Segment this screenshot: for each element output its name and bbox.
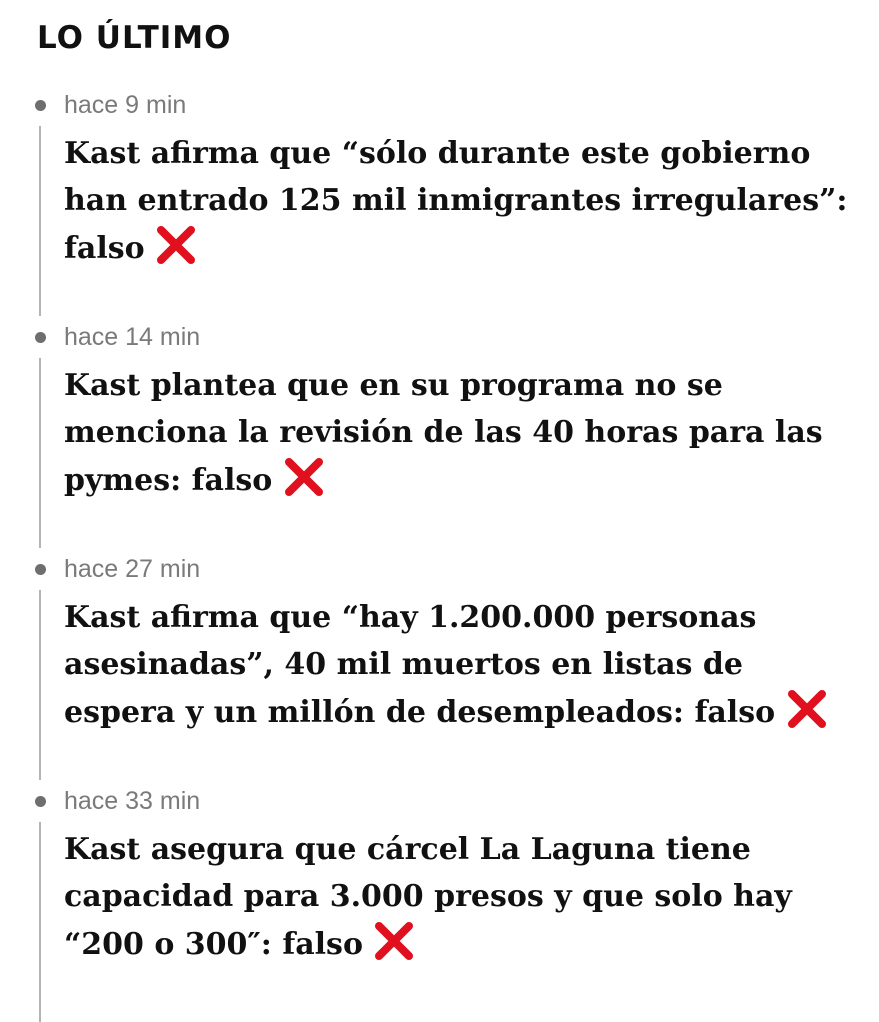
news-item-headline-link[interactable] xyxy=(64,130,854,272)
news-item-headline-text: Kast plantea que en su programa no se menciona la revisión de las 40 horas para las pymes: falso xyxy=(64,368,823,498)
timeline-line xyxy=(39,822,41,1022)
news-item[interactable] xyxy=(0,318,879,550)
section-title: LO ÚLTIMO xyxy=(37,20,232,56)
news-item-headline-text: Kast afirma que “hay 1.200.000 personas asesinadas”, 40 mil muertos en listas de espera y un millón de desempleados: falso xyxy=(64,600,776,730)
news-item-headline-link[interactable] xyxy=(64,594,854,736)
news-feed xyxy=(0,86,879,1014)
news-item[interactable] xyxy=(0,550,879,782)
red-x-icon xyxy=(373,920,415,962)
timeline-dot xyxy=(35,332,46,343)
news-item[interactable] xyxy=(0,86,879,318)
news-item-headline-link[interactable] xyxy=(64,826,854,968)
news-item-time: hace 33 min xyxy=(64,787,201,815)
timeline-line xyxy=(39,590,41,780)
timeline-line xyxy=(39,126,41,316)
news-item-headline-text: Kast asegura que cárcel La Laguna tiene capacidad para 3.000 presos y que solo hay “200 o 300″: falso xyxy=(64,832,792,962)
news-item-time: hace 27 min xyxy=(64,555,201,583)
red-x-icon xyxy=(786,688,828,730)
timeline-dot xyxy=(35,100,46,111)
red-x-icon xyxy=(155,224,197,266)
news-item-time: hace 14 min xyxy=(64,323,201,351)
timeline-line xyxy=(39,358,41,548)
timeline-dot xyxy=(35,796,46,807)
news-item[interactable] xyxy=(0,782,879,1014)
news-item-time: hace 9 min xyxy=(64,91,187,119)
timeline-dot xyxy=(35,564,46,575)
red-x-icon xyxy=(283,456,325,498)
news-item-headline-link[interactable] xyxy=(64,362,854,504)
news-item-headline-text: Kast afirma que “sólo durante este gobierno han entrado 125 mil inmigrantes irregulares”: falso xyxy=(64,136,848,266)
